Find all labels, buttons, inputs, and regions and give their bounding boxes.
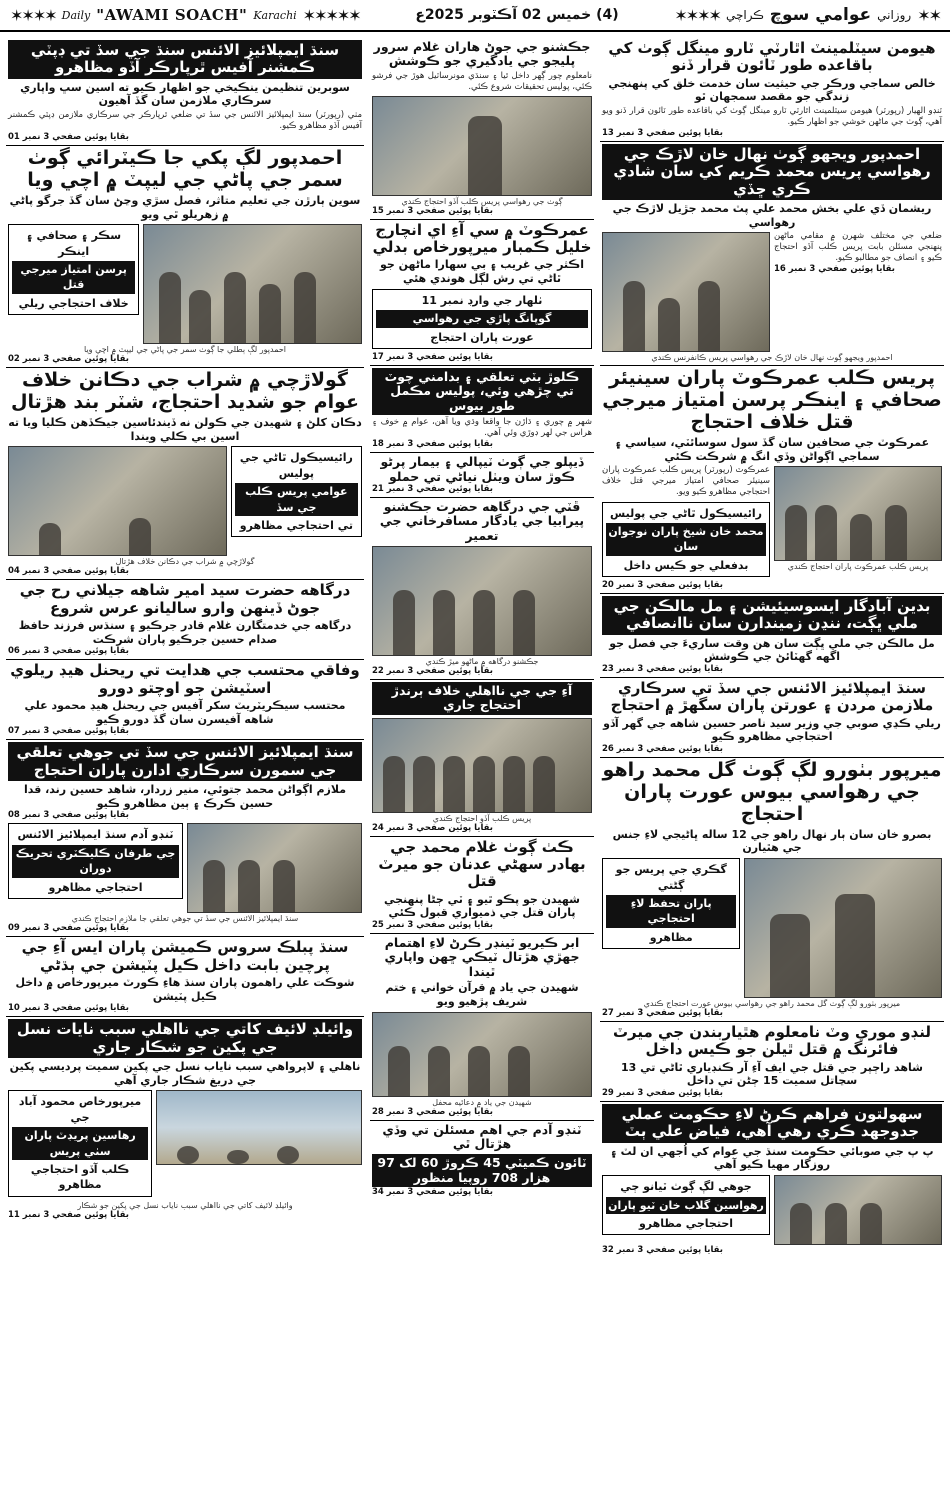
continuation-note: بقايا پوئين صفحي 3 نمبر 07 (8, 726, 129, 737)
masthead-brand-en: "AWAMI SOACH" (96, 6, 248, 24)
masthead-daily: Daily (61, 8, 91, 22)
news-photo (372, 546, 592, 656)
star-ornament-icon: ✶✶ (917, 5, 940, 25)
star-ornament-icon: ✶✶✶✶ (674, 5, 720, 25)
story (370, 220, 594, 366)
news-photo (372, 718, 592, 813)
story (600, 594, 944, 678)
story-body: عمرڪوٽ (رپورٽر) پريس ڪلب عمرڪوٽ پاران سينيئر صحافي امتياز ميرجي قتل خلاف احتجاجي مظاهرو ڪيو ويو. (602, 465, 770, 498)
subheadline: خالص سماجي ورڪر جي حيثيت سان خدمت خلق کي پنهنجي زندگي جو مقصد سمجهان ٿو (608, 76, 936, 104)
story (370, 38, 594, 220)
story-body: ٽنڊو الهيار (رپورٽر) هيومن سيٽلمينٽ اٿارٽي ٽارو مينگل ڳوٺ کي باقاعده طور ٽائون قرار ڏنو ويو آهي، ڳوٺ جي ماڻهن خوشي جو اظهار ڪيو. (602, 106, 942, 128)
subheadline: سوبرين تنظيمن ينڪيخي جو اظهار ڪيو ته اسين سڀ واپاري سرڪاري ملازمن سان گڏ آهيون (20, 80, 350, 108)
subheadline: شوڪت علي راهمون پاران سنڌ هاءِ ڪورٽ ميرپورخاص ۾ داخل ڪيل پٽيشن (15, 975, 355, 1003)
continuation-note: بقايا پوئين صفحي 3 نمبر 11 (8, 1209, 129, 1220)
subheadline: شهيدن جو پڪو ٿيو ۽ ٽي ڄڻا پنهنجي پاران قتل جي ذميواري قبول ڪئي (384, 892, 580, 920)
box-line: بدفعلي جو ڪيس داخل (623, 558, 749, 572)
continuation-note: بقايا پوئين صفحي 3 نمبر 13 (602, 128, 723, 139)
box-line: احتجاجي مظاهرو (48, 880, 143, 894)
middle-column (370, 38, 594, 1498)
continuation-note: بقايا پوئين صفحي 3 نمبر 25 (372, 920, 493, 931)
boxed-headline (8, 1090, 152, 1196)
continuation-note: بقايا پوئين صفحي 3 نمبر 09 (8, 923, 129, 934)
subheadline: مل مالڪن جي ملي ڀڳت سان هن وقت ساريءَ جي فصل جو اگهه گهٽائڻ جي ڪوشش (609, 636, 935, 664)
subheadline: شهيدن جي ياد ۾ قرآن خواني ۽ ختم شريف پڙهيو ويو (385, 981, 579, 1008)
headline: احمدپور لڳ پکي جا ڪيٽرائي ڳوٺ سمر جي پاڻي جي ليپٽ ۾ اچي ويا (27, 147, 343, 191)
continuation-note: بقايا پوئين صفحي 3 نمبر 02 (8, 354, 129, 365)
box-line: پرسن امتياز ميرجي قتل (12, 261, 135, 294)
story (6, 368, 364, 580)
photo-caption: سنڌ ايمپلائيز الائنس جي سڏ تي جوهي تعلقي جا ملازم احتجاج ڪندي (71, 914, 299, 924)
story-body: شهر ۾ چوري ۽ ڌاڙن جا واقعا وڌي ويا آهن، عوام ۾ خوف ۽ هراس جي لهر ڊوڙي وئي آهي. (372, 417, 592, 439)
box-line: جوهي لڳ ڳوٺ ٽيانو ڄي (620, 1180, 752, 1194)
star-ornament-icon: ✶✶✶✶ (10, 5, 56, 25)
subheadline: بصرو خان سان ٻار نهال راهو جي 12 ساله ڀاڻيجي لاءِ جنس جي هٿيارن (612, 827, 932, 855)
story (370, 837, 594, 934)
continuation-note: بقايا پوئين صفحي 3 نمبر 04 (8, 566, 129, 577)
subheadline: ملازم اڳواڻن محمد جتوئي، منير زردار، شاهد حسين رند، قدا حسين ڪرڪ ۽ ٻين مظاهرو ڪيو (23, 782, 347, 810)
story (600, 1102, 944, 1258)
masthead-english (10, 6, 360, 25)
headline: ڦٽي جي درگاهه حضرت جڪشنو پيرابيا جي يادگار مسافرخاني جي تعمير (379, 498, 585, 543)
headline: سنڌ پبلڪ سروس ڪميشن پاران ايس آءِ جي پرچين بابت داخل ڪيل پٽيشن جي ٻڌڻي (21, 938, 349, 974)
story (600, 38, 944, 142)
masthead-city-ur: ڪراچي (725, 8, 764, 22)
subheadline: عمرڪوٽ جي صحافين سان گڏ سول سوسائٽي، سياسي ۽ سماجي اڳواڻن وڏي انگ ۾ شرڪت ڪئي (614, 435, 930, 463)
masthead-city-en: Karachi (253, 8, 297, 22)
boxed-headline (372, 289, 592, 349)
story (6, 937, 364, 1017)
box-line: جي طرفان ڪليڪٽري تحريڪ دوران (12, 845, 179, 878)
photo-caption: گولاڙچي ۾ شراب جي دڪانن خلاف هڙتال (115, 557, 255, 567)
box-line: رهواسين گلاب خان ٽيو پاران (606, 1197, 766, 1214)
headline: درگاهه حضرت سيد امير شاهه جيلاني رح جي جوڻ ڏينهن وارو ساليانو عرس شروع (19, 581, 351, 617)
photo-caption: ميرپور بٺورو لڳ ڳوٺ گل محمد راهو جي رهواسي بيوس عورت احتجاج ڪندي (643, 999, 901, 1009)
masthead-tag-ur: روزاني (877, 8, 912, 22)
continuation-note: بقايا پوئين صفحي 3 نمبر 23 (602, 664, 723, 675)
headline: سنڌ ايمپلائيز الائنس جي سڏ تي جوهي تعلقي جي سمورن سرڪاري ادارن پاران احتجاج (8, 742, 362, 781)
continuation-note: بقايا پوئين صفحي 3 نمبر 06 (8, 646, 129, 657)
headline: گولاڙچي ۾ شراب جي دڪانن خلاف عوام جو شديد احتجاج، شٽر بند هڙتال (11, 369, 359, 414)
box-line: عورت پاران احتجاج (430, 330, 534, 344)
headline: ميرپور بٺورو لڳ ڳوٺ گل محمد راهو جي رهواسي بيوس عورت پاران احتجاج (602, 759, 942, 825)
box-line: گڪري جي پريس جو ڳڻتي (615, 863, 727, 892)
photo-caption: احمدپور لڳ ٻطلي جا ڳوٺ سمر جي پاڻي جي ليپٽ ۾ اچي ويا (84, 345, 286, 355)
box-line: رائيسيڪول ٿاڻي جي پوليس (610, 506, 762, 520)
subheadline: ٽائون ڪميٽي 45 ڪروڙ 60 لک 97 هزار 708 روپيا منظور (372, 1154, 592, 1187)
subheadline: ناهلي ۽ لاپرواهي سبب ناياب نسل جي پکين سميت پرديسي پکين جي دريغ شڪار جاري آهي (9, 1059, 361, 1087)
headline: عمرڪوٽ ۾ سي آءِ اي انچارج خليل ڪمبار ميرپورخاص بدلي (372, 220, 592, 257)
headline: سهولتون فراهم ڪرڻ لاءِ حڪومت عملي جدوجهد ڪري رهي آهي، فياض علي ٻٽ (602, 1104, 942, 1143)
box-line: گوپانگ پاڙي جي رهواسي (376, 310, 588, 327)
news-photo (774, 466, 942, 561)
story (370, 680, 594, 837)
story-body: ضلعي جي مختلف شهرن ۾ مقامي ماڻهن پنهنجي مسئلن بابت پريس ڪلب آڏو احتجاج ڪيو ۽ انصاف جو مطالبو ڪيو. (774, 231, 942, 264)
story (600, 142, 944, 366)
continuation-note: بقايا پوئين صفحي 3 نمبر 16 (774, 264, 895, 275)
story (370, 498, 594, 680)
continuation-note: بقايا پوئين صفحي 3 نمبر 18 (372, 439, 493, 450)
story (6, 580, 364, 660)
continuation-note: بقايا پوئين صفحي 3 نمبر 17 (372, 352, 493, 363)
photo-caption: احمدپور ويجهو ڳوٺ نهال خان لاڙڪ جي رهواسي پريس ڪانفرنس ڪندي (651, 353, 893, 363)
continuation-note: بقايا پوئين صفحي 3 نمبر 28 (372, 1106, 493, 1117)
headline: ڏيپلو جي ڳوٺ ٽيپالي ۽ بيمار پرڻو ڪوڙ سان ويٺل نياڻي تي حملو (380, 454, 584, 484)
news-photo (372, 1012, 592, 1097)
headline: ٽنڊو آدم جي اهم مسئلن تي وڏي هڙتال ٿي (382, 1121, 582, 1152)
headline: لنڊو موري وٽ نامعلوم هٿياربندن جي ميرٽ فائرنگ ۾ قتل ٿيلن جو ڪيس داخل (612, 1023, 932, 1059)
story (600, 366, 944, 594)
story (6, 740, 364, 937)
boxed-headline (8, 224, 139, 315)
box-line: عوامي پريس ڪلب جي سڏ (235, 483, 358, 516)
news-photo (187, 823, 362, 913)
headline: هيومن سيٽلمينٽ اٿارٽي ٽارو مينگل ڳوٺ کي باقاعده طور ٽائون قرار ڏنو (608, 39, 936, 75)
story (600, 1022, 944, 1102)
continuation-note: بقايا پوئين صفحي 3 نمبر 08 (8, 810, 129, 821)
boxed-headline (231, 446, 362, 537)
box-line: سڪر ۽ صحافي ۽ اينڪر (26, 229, 122, 258)
headline: ابر ڪيريو ٽينڊر ڪرڻ لاءِ اهتمام جهڙي هڙتال ٽيڪي ڇهن واپاري ٿيندا (384, 935, 580, 979)
photo-caption: ڳوٺ جي رهواسي پريس ڪلب آڏو احتجاج ڪندي (401, 196, 563, 206)
photo-caption: پريس ڪلب آڏو احتجاج ڪندي (432, 813, 532, 823)
masthead-urdu (674, 5, 940, 25)
box-line: ميرپورخاص محمود آباد جي (18, 1095, 142, 1124)
news-photo (602, 232, 770, 352)
headline: بدين آبادگار ايسوسيئيشن ۽ مل مالڪن جي ملي ڀڳت، ننڍن زميندارن سان ناانصافي (602, 596, 942, 635)
continuation-note: بقايا پوئين صفحي 3 نمبر 24 (372, 822, 493, 833)
continuation-note: بقايا پوئين صفحي 3 نمبر 32 (602, 1245, 723, 1256)
box-line: تي احتجاجي مظاهرو (239, 519, 353, 533)
boxed-headline (602, 858, 740, 949)
news-photo (156, 1090, 362, 1165)
continuation-note: بقايا پوئين صفحي 3 نمبر 21 (372, 483, 493, 494)
continuation-note: بقايا پوئين صفحي 3 نمبر 22 (372, 666, 493, 677)
story (370, 453, 594, 498)
subheadline: اڪثر جي غريب ۽ بي سهارا ماڻهن جو ٿاڻي تي رش لڳل هوندي هئي (380, 258, 584, 286)
page-info: (4) خميس 02 آڪٽوبر 2025ع (415, 7, 619, 23)
headline: ڪٺ ڳوٺ غلام محمد جي بهادر سهڻي عدنان جو ميرٽ قتل (378, 837, 586, 891)
headline: وفاقي محتسب جي هدايت تي ريحنل هيڊ ريلوي اسٽيشن جو اوچتو دورو (10, 661, 360, 697)
story (370, 934, 594, 1121)
subheadline: دڪان کلڻ ۽ شهيدن جي ڪولن نه ڏيندئاسين جيڪڏهن ڪليا ويا ته اسين بي ڪلي ويندا (8, 415, 362, 443)
story (6, 1017, 364, 1222)
continuation-note: بقايا پوئين صفحي 3 نمبر 26 (602, 744, 723, 755)
story-body: نامعلوم چور ڳهر داخل ٿيا ۽ سنڌي مونرساٽيل هوڙ جي فرشو ڪئي، پوليس تحقيقات شروع ڪئي. (372, 70, 592, 92)
continuation-note: بقايا پوئين صفحي 3 نمبر 34 (372, 1187, 493, 1198)
news-photo (372, 96, 592, 196)
story (600, 758, 944, 1022)
continuation-note: بقايا پوئين صفحي 3 نمبر 10 (8, 1003, 129, 1014)
headline: وائيلڊ لائيف کاتي جي نااهلي سبب نايات نسل جي پکين جو شڪار جاري (8, 1019, 362, 1058)
headline: جڪشنو جي جوڻ هاران غلام سرور پليجو جي يادگيري جو ڪوشش (373, 39, 591, 69)
box-line: رهاسين پريڊٽ پاران سٺي پريس (12, 1127, 148, 1160)
box-line: مظاهرو (649, 930, 693, 944)
box-line: پاران تحفظ لاءِ احتجاجي (606, 895, 736, 928)
photo-caption: شهيدن جي ياد ۾ دعائيه محفل (432, 1097, 532, 1107)
star-ornament-icon: ✶✶✶✶✶ (302, 5, 360, 25)
photo-caption: وائيلڊ لائيف کاتي جي نااهلي سبب ناياب نسل جي پکين جو شڪار (77, 1200, 293, 1210)
story (370, 1121, 594, 1201)
story (6, 146, 364, 368)
story (600, 678, 944, 758)
masthead (0, 0, 950, 32)
news-photo (8, 446, 227, 556)
continuation-note: بقايا پوئين صفحي 3 نمبر 27 (602, 1008, 723, 1019)
subheadline: پ پ جي صوبائي حڪومت سنڌ جي عوام کي اُجهي ان لٽ ۽ روزگار مهيا ڪيو آهي (610, 1144, 934, 1172)
headline: سنڌ ايمپلائيز الائنس جي سڏ تي سرڪاري ملازمن مردن ۽ عورتن پاران سگهڙ ۾ احتجاج (610, 679, 934, 715)
continuation-note: بقايا پوئين صفحي 3 نمبر 15 (372, 205, 493, 216)
subheadline: شاهد راڄپر جي قتل جي ايف آءِ آر ڪنڊياري ٿاڻي تي 13 سڃاتل سميت 15 ڄڻن تي داخل (621, 1060, 923, 1088)
continuation-note: بقايا پوئين صفحي 3 نمبر 01 (8, 132, 129, 143)
photo-caption: پريس ڪلب عمرڪوٽ پاران احتجاج ڪندي (787, 562, 929, 572)
subheadline: سوين ٻارڙن جي تعليم متاثر، فصل سڙي وڃڻ سان گڏ جرگو پاڻي ۾ زهريلو ٿي ويو (9, 193, 361, 221)
box-line: ٽنڊو آدم سنڌ ايمپلائيز الائنس (17, 828, 174, 842)
box-line: ٺلهار جي وارڊ نمبر 11 (421, 293, 543, 307)
continuation-note: بقايا پوئين صفحي 3 نمبر 20 (602, 580, 723, 591)
news-photo (143, 224, 362, 344)
box-line: خلاف احتجاجي ريلي (18, 296, 129, 310)
masthead-brand-ur: عوامي سوچ (769, 5, 872, 25)
boxed-headline (8, 823, 183, 899)
boxed-headline (602, 502, 770, 578)
headline: سنڌ ايمپلائيز الائنس سنڌ جي سڏ تي ڊپٽي ڪمشنر آفيس ٿرپارڪر آڏو مظاهرو (8, 40, 362, 79)
continuation-note: بقايا پوئين صفحي 3 نمبر 29 (602, 1088, 723, 1099)
box-line: ڪلب آڏو احتجاجي مظاهرو (30, 1163, 130, 1192)
story (6, 38, 364, 146)
box-line: رائيسيڪول ٿاڻي جي پوليس (239, 451, 353, 480)
subheadline: ريشمان ڏي علي بخش محمد علي پٽ محمد جڙيل لاڙڪ جي رهواسي (612, 201, 932, 229)
headline: احمدپور ويجهو ڳوٺ نهال خان لاڙڪ جي رهواسي پريس محمد ڪريم کي سان شادي ڪري ڇڏي (602, 144, 942, 200)
news-photo (744, 858, 942, 998)
left-column (6, 38, 364, 1498)
subheadline: ريلي ڪڍي صوبي جي وزير سيد ناصر حسين شاهه جي گهر آڏو احتجاجي مظاهرو ڪيو (603, 716, 941, 744)
right-column (600, 38, 944, 1498)
box-line: احتجاجي مظاهرو (638, 1216, 734, 1230)
news-photo (774, 1175, 942, 1245)
photo-caption: جڪشنو درگاهه ۾ ماڻهو ميڙ ڪندي (425, 657, 539, 667)
headline: پريس ڪلب عمرڪوٽ پاران سينيئر صحافي ۽ اينڪر پرسن امتياز ميرجي قتل خلاف احتجاج (602, 367, 942, 434)
subheadline: درگاهه جي خدمتگارن غلام قادر جرڪيو ۽ سنڌس فرزند حافظ صدام حسين جرڪيو پاران شرڪت (18, 618, 352, 646)
headline: آءِ جي جي نااهلي خلاف ٻرندڙ احتجاج جاري (372, 682, 592, 715)
story (6, 660, 364, 740)
box-line: محمد خان شيخ پاران نوجوان سان (606, 523, 766, 556)
story (370, 366, 594, 453)
story-body: مٺي (رپورٽر) سنڌ ايمپلائيز الائنس جي سڏ تي ضلعي ٿرپارڪر جي سرڪاري ملازمن ڊپٽي ڪمشنر آفيس آڏو مظاهرو ڪيو. (8, 110, 362, 132)
headline: ڪلوڙ بٽي تعلقي ۽ بدامني چوٽ تي چڙهي وئي، پوليس مڪمل طور بيوس (372, 368, 592, 415)
subheadline: محتسب سيڪريٽريٽ سکر آفيس جي ريحنل هيڊ محمود علي شاهه آفيسرن سان گڏ دورو ڪيو (24, 698, 346, 726)
boxed-headline (602, 1175, 770, 1235)
